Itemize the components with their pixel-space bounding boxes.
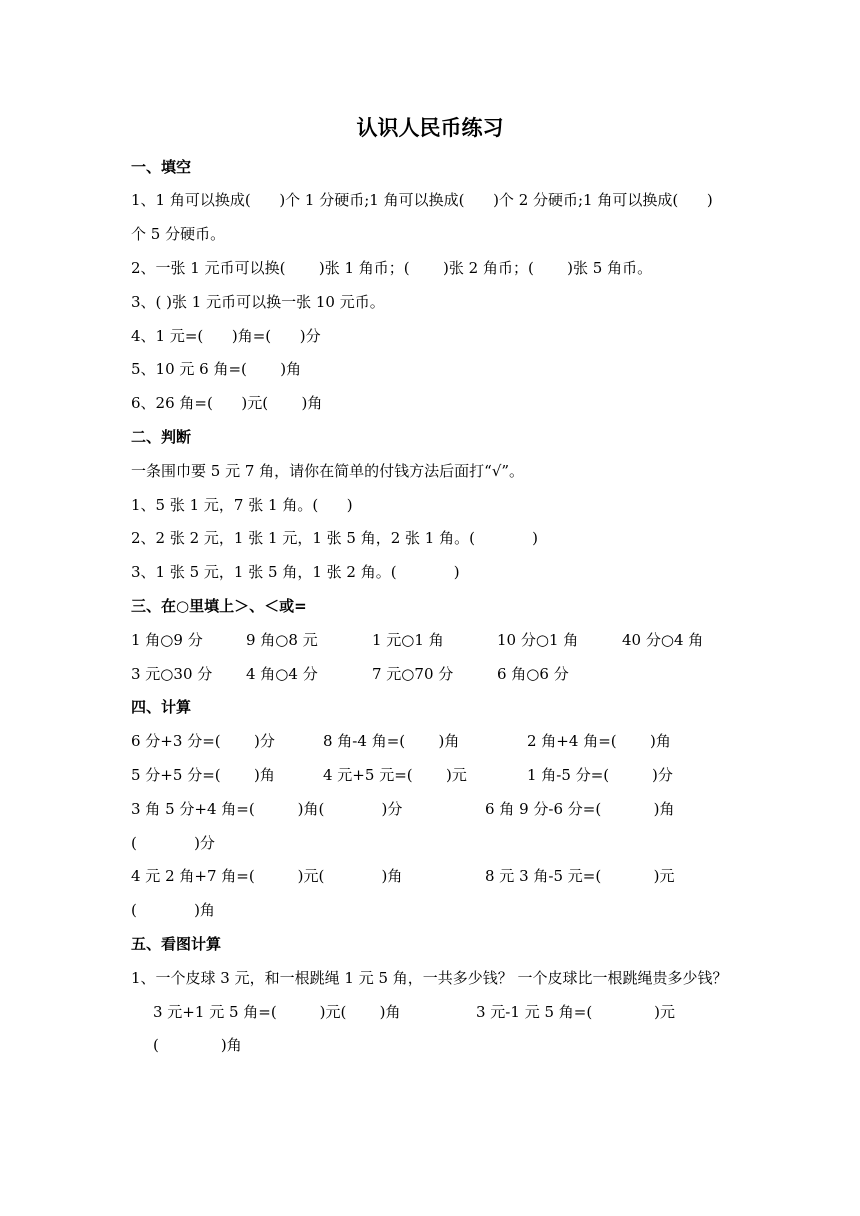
section-heading-fill-blank: 一、填空 xyxy=(131,158,192,176)
compare-item: 6 角○6 分 xyxy=(497,665,569,683)
compare-item: 1 元○1 角 xyxy=(372,631,444,649)
calc-item: 4 元+5 元=( )元 xyxy=(323,766,467,784)
compare-item: 9 角○8 元 xyxy=(246,631,318,649)
calc-item: 3 角 5 分+4 角=( )角( )分 xyxy=(131,800,403,818)
calc-item: 3 元+1 元 5 角=( )元( )角 xyxy=(153,1003,401,1021)
calc-item: 1 角-5 分=( )分 xyxy=(527,766,673,784)
calc-item-cont: ( )角 xyxy=(131,901,215,919)
calc-item: 3 元-1 元 5 角=( )元 xyxy=(476,1003,676,1021)
calc-item-cont: ( )角 xyxy=(153,1036,242,1054)
calc-item: 6 角 9 分-6 分=( )角 xyxy=(485,800,675,818)
question-1-3: 3、( )张 1 元币可以换一张 10 元币。 xyxy=(131,293,385,311)
section-heading-calculate: 四、计算 xyxy=(131,698,192,716)
calc-item: 5 分+5 分=( )角 xyxy=(131,766,275,784)
section-heading-judge: 二、判断 xyxy=(131,428,192,446)
question-1-1-cont: 个 5 分硬币。 xyxy=(131,225,226,243)
question-1-6: 6、26 角=( )元( )角 xyxy=(131,394,323,412)
compare-item: 4 角○4 分 xyxy=(246,665,318,683)
calc-item: 6 分+3 分=( )分 xyxy=(131,732,275,750)
judge-intro: 一条围巾要 5 元 7 角，请你在简单的付钱方法后面打“√”。 xyxy=(131,462,525,480)
section-heading-compare: 三、在○里填上＞、＜或= xyxy=(131,597,307,615)
question-5-1: 1、一个皮球 3 元，和一根跳绳 1 元 5 角，一共多少钱？ 一个皮球比一根跳绳贵多少钱？ xyxy=(131,969,728,987)
section-heading-picture-calc: 五、看图计算 xyxy=(131,935,222,953)
question-2-3: 3、1 张 5 元，1 张 5 角，1 张 2 角。( ) xyxy=(131,563,460,581)
compare-item: 40 分○4 角 xyxy=(622,631,704,649)
calc-item: 2 角+4 角=( )角 xyxy=(527,732,671,750)
question-2-1: 1、5 张 1 元，7 张 1 角。( ) xyxy=(131,496,353,514)
page-title: 认识人民币练习 xyxy=(356,116,504,140)
question-1-2: 2、一张 1 元币可以换( )张 1 角币；( )张 2 角币；( )张 5 角币。 xyxy=(131,259,653,277)
compare-item: 7 元○70 分 xyxy=(372,665,454,683)
compare-item: 1 角○9 分 xyxy=(131,631,203,649)
compare-item: 10 分○1 角 xyxy=(497,631,579,649)
calc-item: 8 元 3 角-5 元=( )元 xyxy=(485,867,675,885)
calc-item: 4 元 2 角+7 角=( )元( )角 xyxy=(131,867,403,885)
question-2-2: 2、2 张 2 元，1 张 1 元，1 张 5 角，2 张 1 角。( ) xyxy=(131,529,539,547)
calc-item: 8 角-4 角=( )角 xyxy=(323,732,460,750)
calc-item-cont: ( )分 xyxy=(131,834,215,852)
question-1-5: 5、10 元 6 角=( )角 xyxy=(131,360,302,378)
question-1-1: 1、1 角可以换成( )个 1 分硬币;1 角可以换成( )个 2 分硬币;1 角可以换成( ) xyxy=(131,191,713,209)
compare-item: 3 元○30 分 xyxy=(131,665,213,683)
question-1-4: 4、1 元=( )角=( )分 xyxy=(131,327,321,345)
